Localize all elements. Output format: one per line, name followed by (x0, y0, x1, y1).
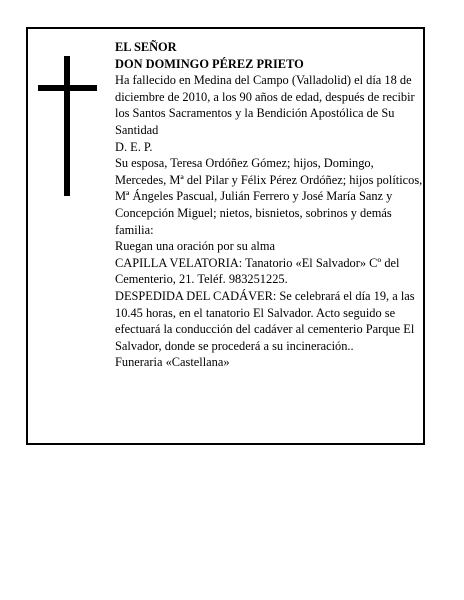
death-announcement: Ha fallecido en Medina del Campo (Valladolid) el día 18 de diciembre de 2010, a los 90 años de edad, después de recibir los Santos Sacramentos y la Bendición Apostólica de Su Santidad (115, 73, 415, 137)
prayer-request: Ruegan una oración por su alma (115, 239, 275, 254)
cross-horizontal-bar (38, 85, 97, 91)
funeral-home: Funeraria «Castellana» (115, 355, 230, 370)
deceased-name: DON DOMINGO PÉREZ PRIETO (115, 56, 304, 71)
chapel-info: CAPILLA VELATORIA: Tanatorio «El Salvador» Cº del Cementerio, 21. Teléf. 983251225. (115, 255, 400, 287)
cross-vertical-bar (64, 56, 70, 196)
farewell-info: DESPEDIDA DEL CADÁVER: Se celebrará el día 19, a las 10.45 horas, en el tanatorio El Salvador. Acto seguido se efectuará la conducción del cadáver al cementerio Parque El Salvador, donde se procederá a su incineración.. (115, 288, 415, 353)
family-list: Su esposa, Teresa Ordóñez Gómez; hijos, Domingo, Mercedes, Mª del Pilar y Félix Pérez Ordóñez; hijos políticos, Mª Ángeles Pascual, Julián Ferrero y José María Sanz y Concepción Miguel; nietos, bisnietos, sobrinos y demás familia: (115, 156, 423, 237)
deceased-title: EL SEÑOR (115, 40, 177, 54)
obituary-text (115, 39, 423, 371)
rest-in-peace: D. E. P. (115, 139, 153, 154)
